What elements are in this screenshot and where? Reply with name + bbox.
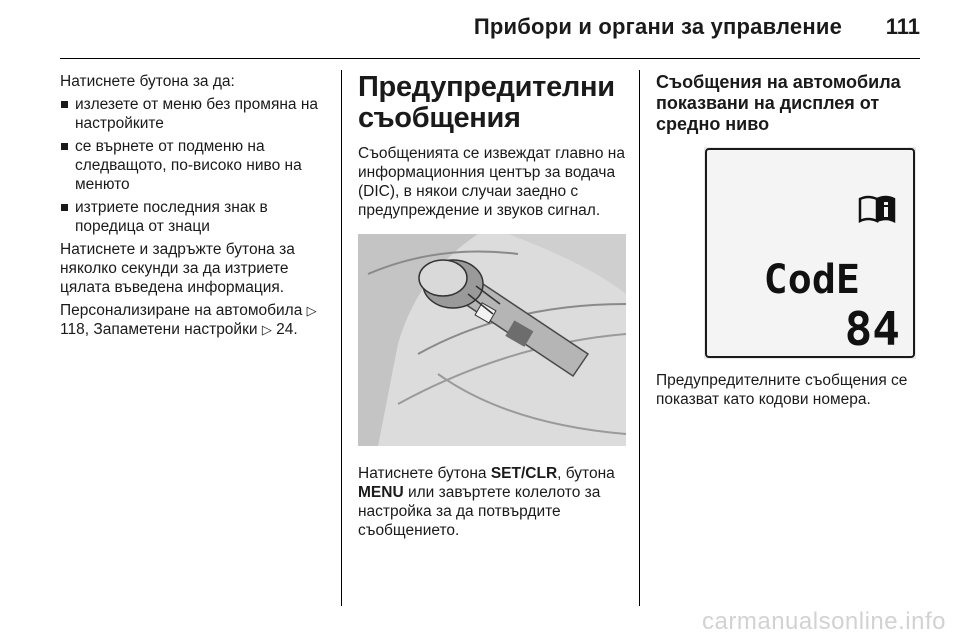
personalize-text: Персонализиране на автомобила bbox=[60, 302, 303, 319]
display-illustration bbox=[704, 147, 916, 359]
bullet-icon bbox=[61, 101, 68, 108]
menu-button-label: MENU bbox=[358, 484, 404, 501]
list-item bbox=[60, 137, 330, 194]
comma-text: , bbox=[557, 465, 562, 482]
list-item bbox=[60, 198, 330, 236]
page-number: 111 bbox=[885, 14, 920, 39]
personalize-paragraph bbox=[60, 301, 330, 339]
press-instructions bbox=[358, 464, 626, 540]
list-item-text: се върнете от подменю на следващото, по-високо ниво на менюто bbox=[75, 138, 302, 193]
list-item-text: излезете от меню без промяна на настройките bbox=[75, 96, 319, 132]
list-item bbox=[60, 95, 330, 133]
reference-arrow-icon: ▷ bbox=[261, 322, 272, 337]
watermark: carmanualsonline.info bbox=[702, 608, 946, 635]
instructions-rest: или завъртете колелото за настройка за да потвърдите съобщението. bbox=[358, 484, 601, 539]
section-heading: Съобщения на автомобила показвани на дисплея от средно ниво bbox=[656, 72, 901, 134]
column-divider-2 bbox=[639, 70, 640, 606]
reference-link[interactable]: 118 bbox=[60, 321, 85, 338]
intro-text: Съобщенията се извеждат главно на информационния център за водача (DIC), в някои случаи заедно с предупреждение и звуков сигнал. bbox=[358, 145, 625, 219]
reference-arrow-icon: ▷ bbox=[306, 303, 317, 318]
bullet-list bbox=[60, 95, 330, 236]
reference-label: , Запаметени настройки bbox=[84, 321, 258, 338]
display-number-text: 84 bbox=[844, 302, 900, 356]
reference-link[interactable]: 24. bbox=[276, 321, 298, 338]
set-clr-button-label: SET/CLR bbox=[490, 465, 558, 482]
bullet-icon bbox=[61, 143, 68, 150]
steering-column-stalk-illustration bbox=[358, 234, 626, 446]
column-3 bbox=[656, 72, 924, 413]
header-rule bbox=[60, 58, 920, 59]
bullet-icon bbox=[61, 204, 68, 211]
intro-text: Натиснете бутона за да: bbox=[60, 73, 235, 90]
page-title: Прибори и органи за управление bbox=[473, 14, 842, 39]
button-word: бутона bbox=[565, 465, 615, 482]
section-heading: Предупредителни съобщения bbox=[358, 71, 615, 134]
column-1 bbox=[60, 72, 330, 343]
list-item-text: изтриете последния знак в поредица от знаци bbox=[75, 199, 268, 235]
press-text: Натиснете бутона bbox=[358, 465, 487, 482]
display-caption: Предупредителните съобщения се показват като кодови номера. bbox=[656, 372, 908, 408]
display-code-text: CodE bbox=[763, 257, 860, 303]
column-divider-1 bbox=[341, 70, 342, 606]
hold-text: Натиснете и задръжте бутона за няколко секунди за да изтриете цялата въведена информация. bbox=[60, 241, 295, 296]
column-2 bbox=[358, 72, 626, 544]
